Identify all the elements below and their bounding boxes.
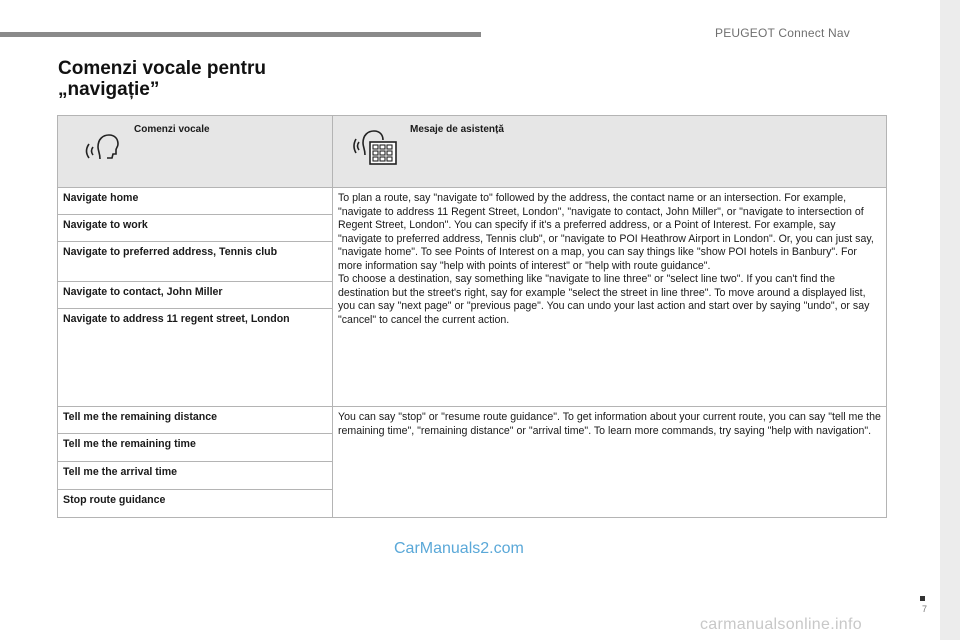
bottom-watermark: carmanualsonline.info <box>700 616 862 633</box>
page-marker <box>920 596 925 601</box>
command-cell: Navigate to preferred address, Tennis club <box>58 242 333 282</box>
page-title-line1: Comenzi vocale pentru <box>58 58 266 79</box>
site-watermark[interactable]: CarManuals2.com <box>394 540 524 557</box>
page-number: 7 <box>922 604 928 614</box>
table-row <box>58 188 887 215</box>
command-cell: Navigate to contact, John Miller <box>58 282 333 309</box>
speaking-head-icon <box>82 127 120 163</box>
page-title <box>58 58 266 100</box>
page-title-line2: „navigație” <box>58 79 160 100</box>
command-cell: Tell me the remaining distance <box>58 407 333 434</box>
command-cell: Tell me the arrival time <box>58 462 333 490</box>
voice-commands-table <box>57 115 887 518</box>
header-help-label: Mesaje de asistență <box>410 124 504 135</box>
header-rule <box>0 32 481 37</box>
side-strip <box>940 0 960 640</box>
header-cell-commands <box>58 116 333 188</box>
help-text-cell: To plan a route, say "navigate to" followed by the address, the contact name or an intersection. For example, "navigate to address 11 Regent Street, London", "navigate to contact, John Miller", or "navigate to intersection of Regent Street, London". You can specify if it's a preferred address, or a Point of Interest. For example, say "navigate to preferred address, Tennis club", or "navigate to POI Heathrow Airport in London". Or, you can just say, "navigate home". To see Points of Interest on a map, you can say things like "show POI hotels in Banbury". For more information say "help with points of interest" or "help with route guidance". To choose a destination, say something like "navigate to line three" or "select line two". If you can't find the destination but the street's right, say for example "select the street in line three". To move around a displayed list, you can say "next page" or "previous page". You can undo your last action and start over by saying "undo", or say "cancel" to cancel the current action. <box>333 188 887 407</box>
header-title: PEUGEOT Connect Nav <box>715 26 850 40</box>
command-cell: Navigate to address 11 regent street, London <box>58 309 333 407</box>
header-commands-label: Comenzi vocale <box>134 124 210 135</box>
table-row <box>58 407 887 434</box>
command-cell: Navigate home <box>58 188 333 215</box>
help-text-cell: You can say "stop" or "resume route guidance". To get information about your current route, you can say "tell me the remaining time", "remaining distance" or "arrival time". To learn more commands, try saying "help with navigation". <box>333 407 887 518</box>
command-cell: Stop route guidance <box>58 490 333 518</box>
speaking-head-keypad-icon <box>353 125 403 167</box>
command-cell: Tell me the remaining time <box>58 434 333 462</box>
table-header-row <box>58 116 887 188</box>
header-cell-help <box>333 116 887 188</box>
command-cell: Navigate to work <box>58 215 333 242</box>
